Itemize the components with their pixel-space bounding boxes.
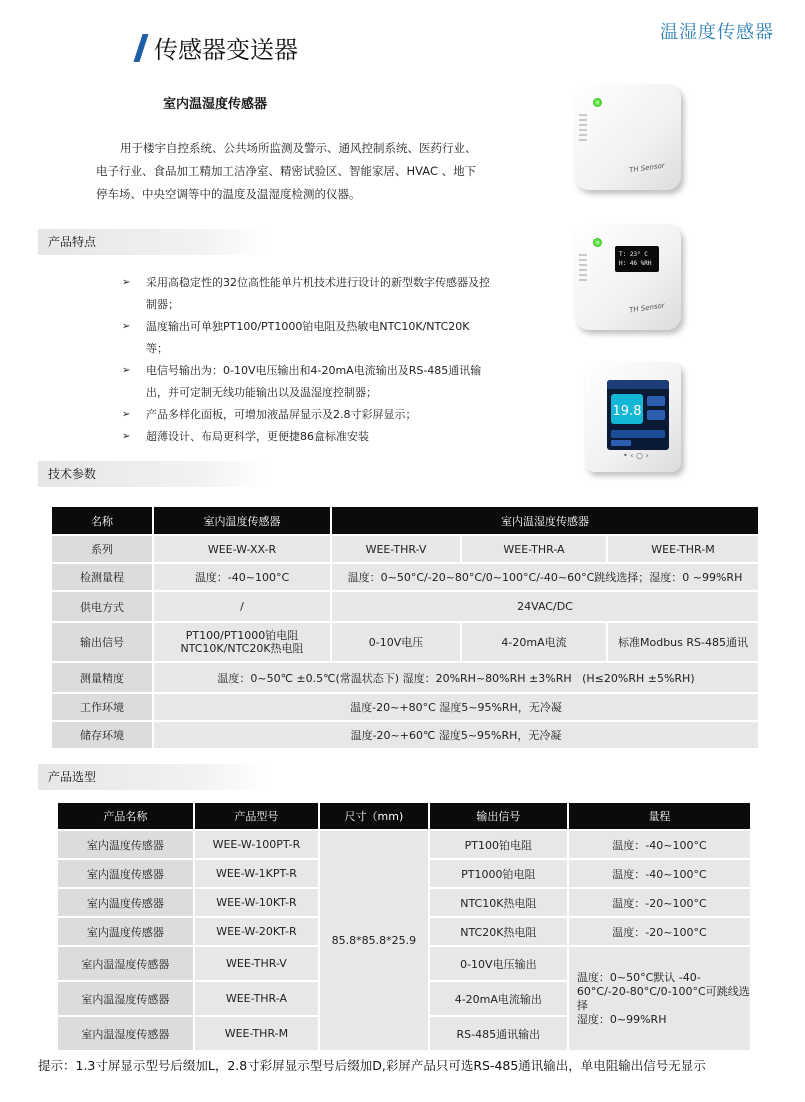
feature-item: ➢ 温度输出可单独PT100/PT1000铂电阻及热敏电NTC10K/NTC20K等；: [120, 316, 490, 360]
table-cell: 温度-20~+80°C 湿度5~95%RH，无冷凝: [154, 694, 758, 720]
device-lcd-screen: [615, 246, 659, 272]
device-color-screen: [607, 380, 669, 450]
table-row: [58, 831, 750, 858]
table-cell: 温度：0~50°C/-20~80°C/0~100°C/-40~60°C跳线选择；湿度：0 ~99%RH: [332, 564, 758, 590]
table-cell: 标准Modbus RS-485通讯: [608, 623, 758, 661]
spec-row-label: 储存环境: [52, 722, 152, 748]
table-cell: PT100铂电阻: [430, 831, 567, 858]
table-cell: RS-485通讯输出: [430, 1017, 567, 1050]
feature-item: ➢ 采用高稳定性的32位高性能单片机技术进行设计的新型数字传感器及控制器；: [120, 272, 490, 316]
panel-buttons-icon: • ‹ ○ ›: [623, 451, 649, 460]
table-cell: PT1000铂电阻: [430, 860, 567, 887]
arrow-icon: ➢: [122, 277, 131, 288]
device-image-lcd: [575, 224, 681, 330]
table-cell: 室内温度传感器: [58, 831, 193, 858]
table-cell: 4-20mA电流: [462, 623, 606, 661]
section-label-selection: 产品选型: [38, 764, 268, 790]
title-slash-decoration: [133, 34, 148, 62]
table-cell: 室内温度传感器: [58, 918, 193, 945]
table-cell: WEE-THR-M: [608, 536, 758, 562]
table-row: [52, 592, 758, 621]
selection-header-row: [58, 803, 750, 829]
vent-slots: [579, 254, 587, 284]
table-cell: WEE-W-XX-R: [154, 536, 330, 562]
table-cell: 室内温湿度传感器: [58, 1017, 193, 1050]
table-cell: 温度：-40~100°C: [154, 564, 330, 590]
status-led-icon: [593, 98, 602, 107]
device-image-color-screen: [585, 362, 681, 472]
footer-note: 提示：1.3寸屏显示型号后缀加L，2.8寸彩屏显示型号后缀加D,彩屏产品只可选RS-485通讯输出，单电阻输出信号无显示: [38, 1058, 706, 1073]
table-cell: NTC20K热电阻: [430, 918, 567, 945]
table-row: [52, 564, 758, 590]
spec-header-temp: 室内温度传感器: [154, 507, 330, 534]
selection-header: 产品名称: [58, 803, 193, 829]
color-screen-graphic: [607, 380, 669, 450]
spec-table: [50, 505, 760, 750]
table-cell: WEE-THR-M: [195, 1017, 318, 1050]
table-cell: WEE-W-1KPT-R: [195, 860, 318, 887]
table-cell: 温度：0~50℃ ±0.5℃(常温状态下) 湿度：20%RH~80%RH ±3%RH (H≤20%RH ±5%RH): [154, 663, 758, 692]
color-screen-temperature: 19.8: [612, 404, 642, 419]
page-title: [138, 30, 298, 65]
selection-header: 输出信号: [430, 803, 567, 829]
table-cell: WEE-THR-A: [195, 982, 318, 1015]
th-range-cell: 温度：0~50°C默认 -40-60°C/-20-80°C/0-100°C可跳线选择 湿度：0~99%RH: [569, 947, 750, 1050]
table-cell: 温度-20~+60℃ 湿度5~95%RH，无冷凝: [154, 722, 758, 748]
product-title: 室内温湿度传感器: [163, 97, 268, 112]
table-cell: 24VAC/DC: [332, 592, 758, 621]
table-cell: 0-10V电压: [332, 623, 460, 661]
device-brand-label: TH Sensor: [628, 161, 666, 175]
spec-header-row: [52, 507, 758, 534]
arrow-icon: ➢: [122, 365, 131, 376]
table-cell: WEE-W-100PT-R: [195, 831, 318, 858]
table-cell: WEE-W-20KT-R: [195, 918, 318, 945]
table-cell: 温度：-20~100°C: [569, 918, 750, 945]
table-cell: 0-10V电压输出: [430, 947, 567, 980]
table-row: [52, 536, 758, 562]
spec-row-label: 供电方式: [52, 592, 152, 621]
table-row: [52, 694, 758, 720]
page-title-text: 传感器变送器: [154, 36, 298, 64]
feature-list: [120, 272, 490, 448]
table-cell: 温度：-20~100°C: [569, 889, 750, 916]
table-cell: 室内温湿度传感器: [58, 947, 193, 980]
section-label-features: 产品特点: [38, 229, 268, 255]
arrow-icon: ➢: [122, 409, 131, 420]
table-cell: PT100/PT1000铂电阻 NTC10K/NTC20K热电阻: [154, 623, 330, 661]
feature-item: ➢ 超薄设计、布局更科学，更便捷86盒标准安装: [120, 426, 490, 448]
selection-header: 尺寸（mm): [320, 803, 428, 829]
table-cell: /: [154, 592, 330, 621]
spec-row-label: 测量精度: [52, 663, 152, 692]
table-cell: WEE-THR-V: [332, 536, 460, 562]
spec-header-name: 名称: [52, 507, 152, 534]
arrow-icon: ➢: [122, 431, 131, 442]
lcd-humidity-readout: H: 46 %RH: [619, 260, 652, 267]
table-cell: 室内温度传感器: [58, 860, 193, 887]
selection-table: [56, 801, 752, 1052]
table-row: [52, 663, 758, 692]
table-cell: WEE-W-10KT-R: [195, 889, 318, 916]
spec-row-label: 工作环境: [52, 694, 152, 720]
table-cell: 室内温度传感器: [58, 889, 193, 916]
spec-row-label: 输出信号: [52, 623, 152, 661]
arrow-icon: ➢: [122, 321, 131, 332]
feature-item: ➢ 产品多样化面板，可增加液晶屏显示及2.8寸彩屏显示；: [120, 404, 490, 426]
status-led-icon: [593, 238, 602, 247]
product-intro: 用于楼宇自控系统、公共场所监测及警示、通风控制系统、医药行业、电子行业、食品加工精加工洁净室、精密试验区、智能家居、HVAC 、地下停车场、中央空调等中的温度及温湿度检测的仪器。: [96, 141, 477, 201]
spec-row-label: 检测量程: [52, 564, 152, 590]
table-cell: 温度：-40~100°C: [569, 831, 750, 858]
table-row: [52, 722, 758, 748]
lcd-temperature-readout: T: 23° C: [619, 251, 648, 258]
spec-header-th: 室内温湿度传感器: [332, 507, 758, 534]
table-row: [52, 623, 758, 661]
table-cell: 室内温湿度传感器: [58, 982, 193, 1015]
selection-header: 产品型号: [195, 803, 318, 829]
vent-slots: [579, 114, 587, 144]
header-category-tag: 温湿度传感器: [660, 22, 774, 43]
device-brand-label: TH Sensor: [628, 301, 666, 315]
selection-header: 量程: [569, 803, 750, 829]
table-cell: 温度：-40~100°C: [569, 860, 750, 887]
section-label-specs: 技术参数: [38, 461, 268, 487]
size-cell: 85.8*85.8*25.9: [320, 831, 428, 1050]
table-cell: WEE-THR-V: [195, 947, 318, 980]
table-cell: WEE-THR-A: [462, 536, 606, 562]
spec-row-label: 系列: [52, 536, 152, 562]
table-cell: NTC10K热电阻: [430, 889, 567, 916]
table-cell: 4-20mA电流输出: [430, 982, 567, 1015]
device-image-plain: [575, 84, 681, 190]
feature-item: ➢ 电信号输出为：0-10V电压输出和4-20mA电流输出及RS-485通讯输出，并可定制无线功能输出以及温湿度控制器；: [120, 360, 490, 404]
